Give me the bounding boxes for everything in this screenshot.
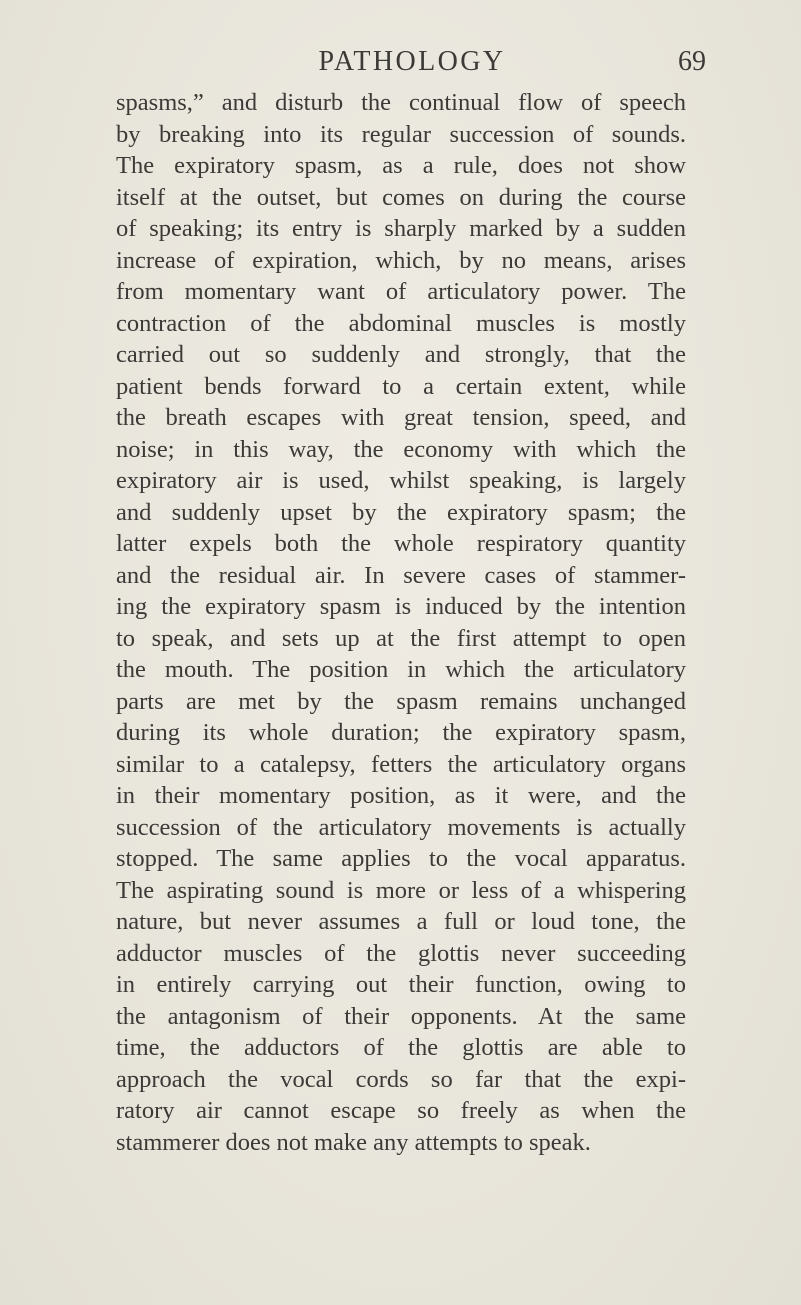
text-line: latter expels both the whole respiratory quantity [116,530,686,557]
text-line: to speak, and sets up at the first attempt to open [116,624,686,652]
text-line: stopped. The same applies to the vocal apparatus. [116,845,686,872]
text-line: in entirely carrying out their function, owing to [116,971,686,998]
text-line: contraction of the abdominal muscles is mostly [116,309,686,337]
text-line: The expiratory spasm, as a rule, does not show [116,152,686,179]
text-line: during its whole duration; the expiratory spasm, [116,719,686,746]
text-line: spasms,” and disturb the continual flow of speech [116,89,686,116]
text-line: time, the adductors of the glottis are able to [116,1034,686,1061]
text-line: and suddenly upset by the expiratory spasm; the [116,498,686,526]
text-line: by breaking into its regular succession of sounds. [116,120,686,148]
text-line: the breath escapes with great tension, speed, and [116,404,686,431]
text-line: increase of expiration, which, by no means, arises [116,246,686,274]
text-line: ratory air cannot escape so freely as when the [116,1097,686,1124]
text-line: carried out so suddenly and strongly, that the [116,341,686,368]
text-line: from momentary want of articulatory power. The [116,278,686,305]
text-line: itself at the outset, but comes on during the course [116,183,686,211]
text-line: approach the vocal cords so far that the expi- [116,1065,686,1093]
text-line: succession of the articulatory movements is actually [116,813,686,841]
text-line: the mouth. The position in which the articulatory [116,656,686,683]
running-title: PATHOLOGY [318,46,506,77]
text-line: expiratory air is used, whilst speaking, is largely [116,467,686,494]
text-line: nature, but never assumes a full or loud tone, the [116,908,686,935]
text-line: parts are met by the spasm remains unchanged [116,687,686,715]
text-line: of speaking; its entry is sharply marked by a sudden [116,215,686,242]
text-line: similar to a catalepsy, fetters the articulatory organs [116,750,686,778]
text-line: stammerer does not make any attempts to speak. [116,1128,591,1156]
text-line: patient bends forward to a certain extent, while [116,372,686,400]
text-line: ing the expiratory spasm is induced by the intention [116,593,686,620]
text-line: in their momentary position, as it were, and the [116,782,686,809]
text-line: The aspirating sound is more or less of a whispering [116,876,686,904]
text-line: noise; in this way, the economy with which the [116,435,686,463]
text-line: the antagonism of their opponents. At the same [116,1002,686,1030]
text-line: adductor muscles of the glottis never succeeding [116,939,686,967]
body-text [116,87,686,1158]
page-number: 69 [678,46,706,77]
text-line: and the residual air. In severe cases of stammer- [116,561,686,589]
running-head [118,42,706,82]
